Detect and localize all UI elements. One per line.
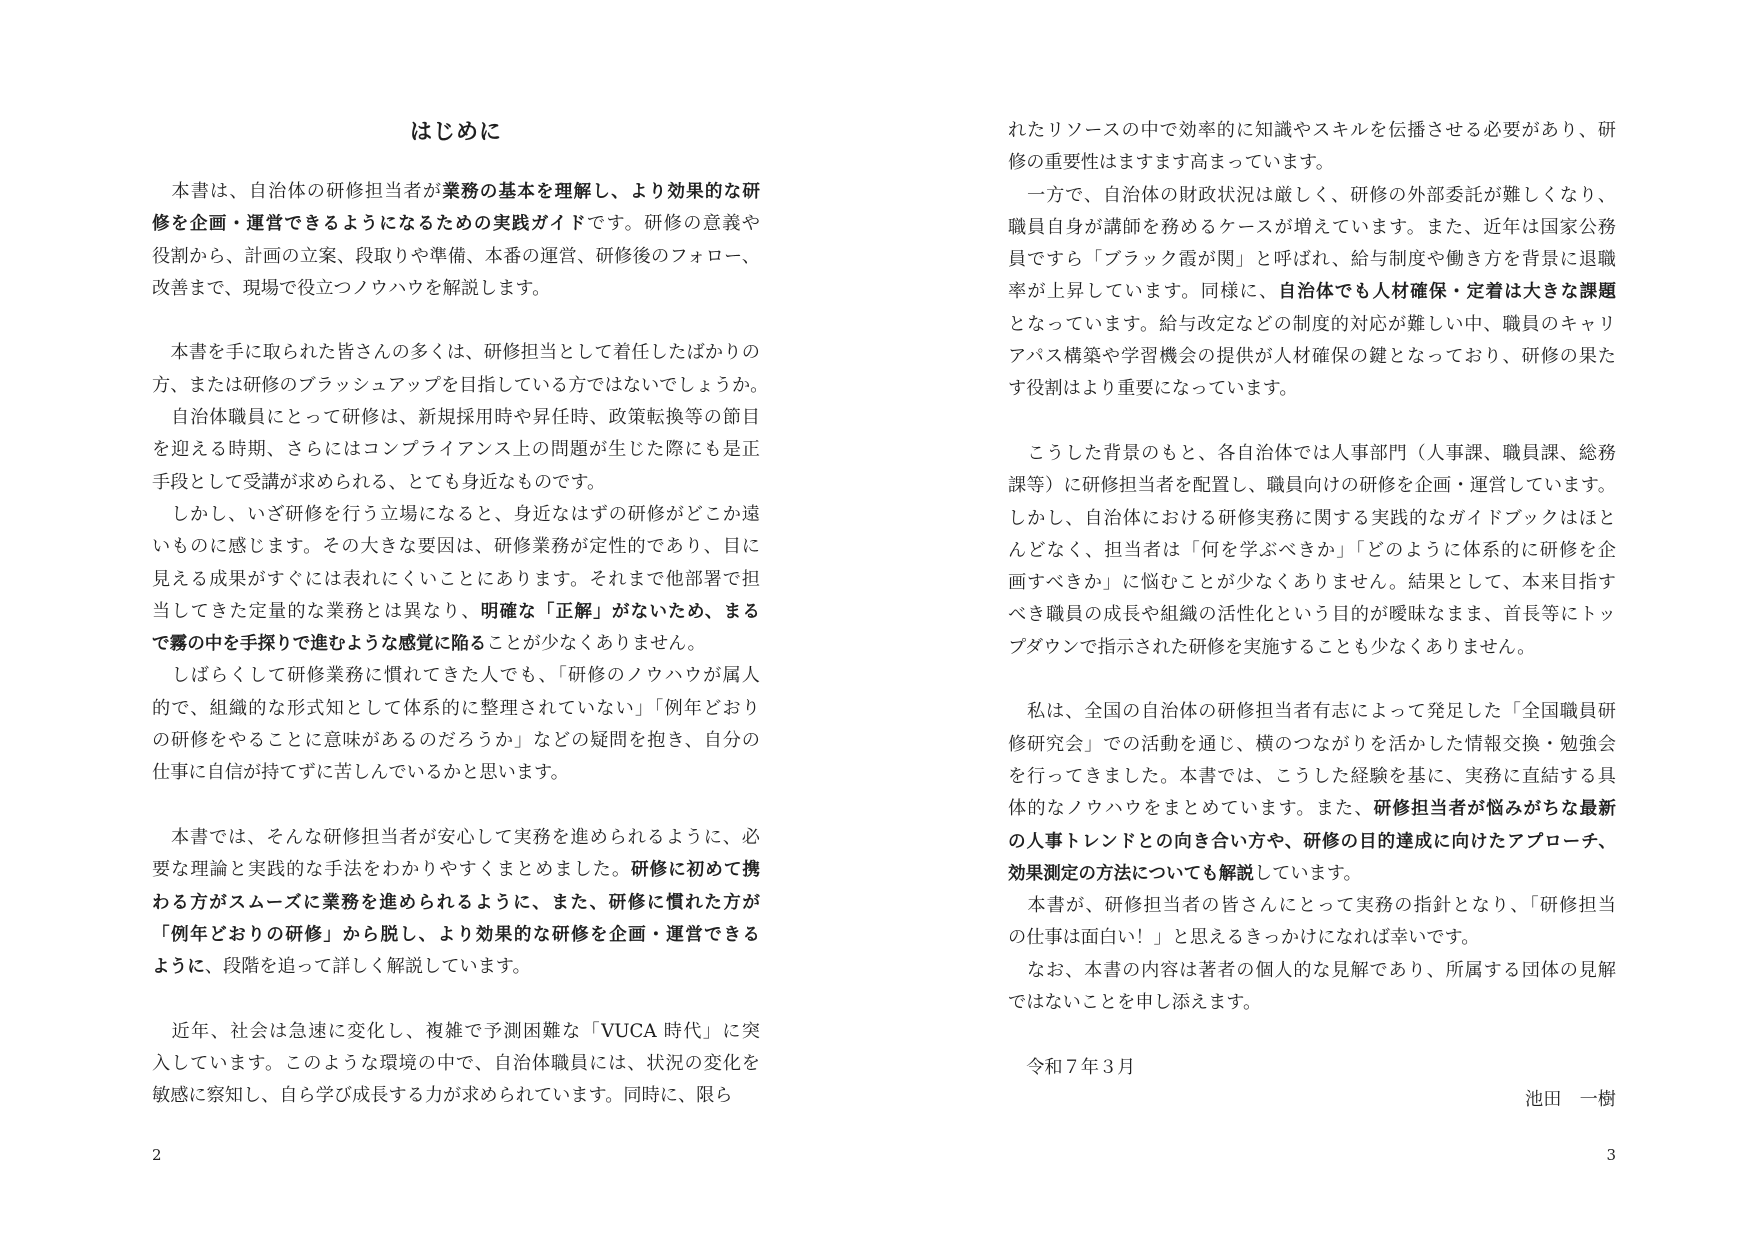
text-line (152, 273, 760, 305)
text-run: 方、または研修のブラッシュアップを目指している方ではないでしょうか。 (152, 374, 769, 396)
text-line (152, 434, 760, 466)
text-run: 近年、社会は急速に変化し、複雑で予測困難な「VUCA 時代」に突 (152, 1020, 760, 1042)
text-line (152, 241, 760, 273)
text-run: 当してきた定量的な業務とは異なり、 (152, 600, 481, 622)
bold-text-run: 「例年どおりの研修」から脱し、より効果的な研修を企画・運営できる (152, 924, 760, 945)
text-line (1008, 180, 1616, 212)
page-number-left: 2 (152, 1146, 162, 1164)
text-line (1008, 503, 1616, 535)
text-run: を迎える時期、さらにはコンプライアンス上の問題が生じた際にも是正 (152, 439, 760, 461)
bold-text-run: 修を企画・運営できるようになるための実践ガイド (152, 214, 588, 235)
bold-text-run: で霧の中を手探りで進むような感覚に陥る (152, 634, 487, 655)
text-line (1008, 793, 1616, 825)
text-line (1008, 147, 1616, 179)
text-line (152, 499, 760, 531)
text-run: 仕事に自信が持てずに苦しんでいるかと思います。 (152, 762, 569, 784)
text-line (152, 628, 760, 660)
text-line (1008, 438, 1616, 470)
text-run: 自治体職員にとって研修は、新規採用時や昇任時、政策転換等の節目 (152, 407, 760, 429)
bold-text-run: 明確な「正解」がないため、まる (480, 601, 760, 622)
text-line (1008, 858, 1616, 890)
text-line (152, 467, 760, 499)
text-run: なお、本書の内容は著者の個人的な見解であり、所属する団体の見解 (1008, 959, 1616, 981)
right-body-text (1008, 115, 1616, 1116)
left-body-text (152, 176, 769, 1113)
text-run: 私は、全国の自治体の研修担当者有志によって発足した「全国職員研 (1008, 701, 1616, 723)
text-line (1008, 761, 1616, 793)
text-run: こうした背景のもと、各自治体では人事部門（人事課、職員課、総務 (1008, 442, 1616, 464)
text-line (1008, 212, 1616, 244)
text-run: の研修をやることに意味があるのだろうか」などの疑問を抱き、自分の (152, 730, 760, 752)
text-run: べき職員の成長や組織の活性化という目的が曖昧なまま、首長等にトッ (1008, 604, 1616, 626)
text-run: 本書は、自治体の研修担当者が (152, 181, 443, 202)
text-run: 要な理論と実践的な手法をわかりやすくまとめました。 (152, 859, 631, 881)
text-line (1008, 696, 1616, 728)
text-run: 本書が、研修担当者の皆さんにとって実務の指針となり、「研修担当 (1008, 895, 1616, 917)
text-line (152, 1048, 760, 1080)
section-heading: はじめに (409, 120, 502, 145)
text-line (1008, 599, 1616, 631)
text-line (152, 660, 760, 692)
text-run: プダウンで指示された研修を実施することも少なくありません。 (1008, 636, 1536, 658)
text-line (152, 757, 760, 789)
text-run: 体的なノウハウをまとめています。また、 (1008, 798, 1374, 820)
text-line (1008, 955, 1616, 987)
bold-text-run: 研修に初めて携 (630, 860, 760, 881)
text-line (152, 822, 760, 854)
paragraph-gap (1008, 664, 1616, 696)
bold-text-run: 研修担当者が悩みがちな最新 (1373, 799, 1616, 820)
paragraph-gap (152, 983, 760, 1015)
text-line (152, 596, 760, 628)
text-run: 画すべきか」に悩むことが少なくありません。結果として、本来目指す (1008, 572, 1616, 594)
text-run: 率が上昇しています。同様に、 (1008, 281, 1279, 303)
bold-text-run: わる方がスムーズに業務を進められるように、また、研修に慣れた方が (152, 892, 760, 913)
text-run: しばらくして研修業務に慣れてきた人でも、「研修のノウハウが属人 (152, 665, 760, 687)
text-run: しかし、いざ研修を行う立場になると、身近なはずの研修がどこか遠 (152, 503, 760, 525)
text-line (152, 337, 760, 369)
text-line (1008, 890, 1616, 922)
bold-text-run: の人事トレンドとの向き合い方や、研修の目的達成に向けたアプローチ、 (1008, 831, 1616, 852)
text-run: 本書を手に取られた皆さんの多くは、研修担当として着任したばかりの (152, 342, 760, 364)
paragraph-gap (152, 790, 760, 822)
text-run: 見える成果がすぐには表れにくいことにあります。それまで他部署で担 (152, 568, 760, 590)
text-line (152, 370, 769, 402)
text-run: です。研修の意義や (587, 213, 760, 235)
text-run: 員ですら「ブラック霞が関」と呼ばれ、給与制度や働き方を背景に退職 (1008, 249, 1616, 271)
text-run: となっています。給与改定などの制度的対応が難しい中、職員のキャリ (1008, 313, 1616, 335)
text-line (1008, 632, 1616, 664)
paragraph-gap (1008, 406, 1616, 438)
text-run: しかし、自治体における研修実務に関する実践的なガイドブックはほと (1008, 507, 1616, 529)
text-line (152, 919, 760, 951)
text-run: アパス構築や学習機会の提供が人材確保の鍵となっており、研修の果た (1008, 346, 1616, 368)
right-body-lines (1008, 115, 1616, 1052)
text-run: 、段階を追って詳しく解説しています。 (204, 956, 531, 978)
text-line (152, 1016, 760, 1048)
text-run: 的で、組織的な形式知として体系的に整理されていない」「例年どおり (152, 697, 760, 719)
bold-text-run: ように (152, 957, 205, 978)
text-line (152, 951, 760, 983)
text-run: れたリソースの中で効率的に知識やスキルを伝播させる必要があり、研 (1008, 120, 1616, 141)
left-page (152, 0, 769, 1240)
text-line (1008, 341, 1616, 373)
text-run: いものに感じます。その大きな要因は、研修業務が定性的であり、目に (152, 536, 760, 558)
text-line (152, 564, 760, 596)
text-line (1008, 276, 1616, 308)
text-line (1008, 567, 1616, 599)
text-line (1008, 729, 1616, 761)
text-run: 改善まで、現場で役立つノウハウを解説します。 (152, 277, 551, 299)
text-run: しています。 (1253, 862, 1362, 884)
text-line (1008, 535, 1616, 567)
text-run: 課等）に研修担当者を配置し、職員向けの研修を企画・運営しています。 (1008, 475, 1616, 497)
text-line (1008, 373, 1616, 405)
text-line (152, 176, 760, 208)
text-run: 一方で、自治体の財政状況は厳しく、研修の外部委託が難しくなり、 (1008, 184, 1616, 206)
text-line (152, 1080, 760, 1112)
text-line (1008, 987, 1616, 1019)
text-line (152, 531, 760, 563)
text-line (152, 402, 760, 434)
text-run: 役割から、計画の立案、段取りや準備、本番の運営、研修後のフォロー、 (152, 245, 760, 267)
bold-text-run: 効果測定の方法についても解説 (1008, 863, 1254, 884)
text-line (152, 725, 760, 757)
text-run: んどなく、担当者は「何を学ぶべきか」「どのように体系的に研修を企 (1008, 539, 1616, 561)
text-run: 職員自身が講師を務めるケースが増えています。また、近年は国家公務 (1008, 216, 1616, 238)
text-run: 手段として受講が求められる、とても身近なものです。 (152, 471, 606, 493)
text-run: 本書では、そんな研修担当者が安心して実務を進められるように、必 (152, 826, 760, 848)
text-line (152, 693, 760, 725)
bold-text-run: 自治体でも人材確保・定着は大きな課題 (1278, 282, 1616, 303)
text-line (152, 208, 760, 240)
text-line (1008, 244, 1616, 276)
text-run: 入しています。このような環境の中で、自治体職員には、状況の変化を (152, 1053, 760, 1075)
author-name: 池田 一樹 (1525, 1088, 1616, 1110)
text-line (1008, 115, 1616, 147)
page-number-right: 3 (1606, 1146, 1616, 1164)
text-run: 修研究会」での活動を通じ、横のつながりを活かした情報交換・勉強会 (1008, 733, 1616, 755)
paragraph-gap (152, 305, 760, 337)
date-line: 令和７年３月 (1008, 1056, 1136, 1078)
text-run: ことが少なくありません。 (486, 633, 706, 655)
text-line (1008, 309, 1616, 341)
text-run: 敏感に察知し、自ら学び成長する力が求められています。同時に、限ら (152, 1085, 733, 1107)
text-run: す役割はより重要になっています。 (1008, 378, 1298, 400)
text-line (1008, 826, 1616, 858)
right-page (1008, 0, 1616, 1240)
text-line (152, 887, 760, 919)
text-line (1008, 470, 1616, 502)
text-line (1008, 922, 1616, 954)
text-run: 修の重要性はますます高まっています。 (1008, 152, 1334, 174)
text-run: の仕事は面白い！」と思えるきっかけになれば幸いです。 (1008, 927, 1480, 949)
text-run: ではないことを申し添えます。 (1008, 992, 1262, 1014)
text-run: を行ってきました。本書では、こうした経験を基に、実務に直結する具 (1008, 765, 1616, 787)
paragraph-gap (1008, 1019, 1616, 1051)
bold-text-run: 業務の基本を理解し、より効果的な研 (442, 182, 760, 202)
text-line (152, 854, 760, 886)
